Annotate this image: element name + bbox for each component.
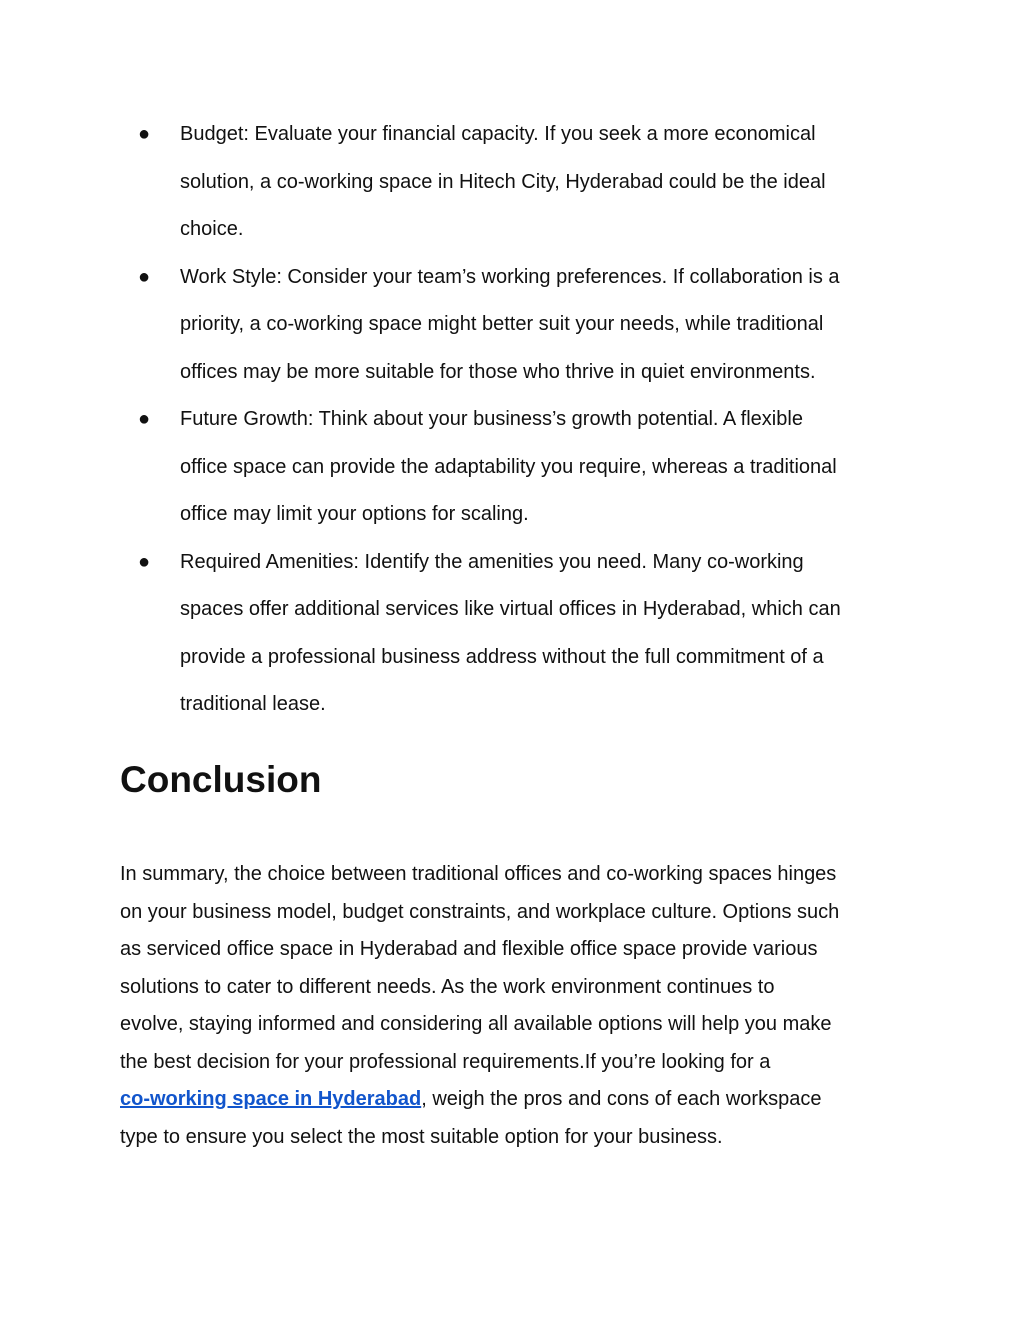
text-line: Required Amenities: Identify the amenities you need. Many co-working (180, 550, 804, 573)
bullet-text (180, 111, 910, 254)
section-heading: Conclusion (120, 759, 322, 800)
list-item (0, 396, 1024, 539)
list-item (0, 254, 1024, 397)
text-line: solution, a co-working space in Hitech City, Hyderabad could be the ideal (180, 170, 826, 193)
bullet-text (180, 254, 910, 397)
coworking-hyderabad-link[interactable]: co-working space in Hyderabad (120, 1088, 422, 1110)
bullet-text (180, 396, 910, 539)
list-item (0, 539, 1024, 729)
text-line: In summary, the choice between traditional offices and co-working spaces hinges (120, 863, 837, 885)
text-line: on your business model, budget constraints, and workplace culture. Options such (120, 900, 840, 923)
text-line: solutions to cater to different needs. As the work environment continues to (120, 975, 775, 998)
text-line: Future Growth: Think about your business’s growth potential. A flexible (180, 408, 803, 430)
conclusion-paragraph (120, 856, 920, 1156)
bullet-list (0, 111, 1024, 729)
text-line: Work Style: Consider your team’s working preferences. If collaboration is a (180, 265, 840, 288)
text-line: evolve, staying informed and considering all available options will help you make (120, 1013, 832, 1035)
text-after-link: , weigh the pros and cons of each workspace (421, 1088, 822, 1110)
text-line: provide a professional business address without the full commitment of a (180, 645, 824, 668)
text-line: choice. (180, 218, 244, 240)
text-line: type to ensure you select the most suitable option for your business. (120, 1125, 723, 1148)
list-item (0, 111, 1024, 254)
text-line-with-link (120, 1081, 920, 1119)
text-line: priority, a co-working space might better suit your needs, while traditional (180, 313, 824, 335)
bullet-text (180, 539, 910, 729)
text-line: traditional lease. (180, 693, 326, 715)
text-line: spaces offer additional services like virtual offices in Hyderabad, which can (180, 598, 841, 620)
text-line: office space can provide the adaptability you require, whereas a traditional (180, 455, 837, 478)
text-line: offices may be more suitable for those who thrive in quiet environments. (180, 360, 816, 383)
text-line: the best decision for your professional requirements.If you’re looking for a (120, 1050, 771, 1073)
bullet-icon: ● (138, 265, 151, 288)
bullet-icon: ● (138, 550, 151, 573)
text-line: office may limit your options for scaling. (180, 503, 529, 525)
bullet-icon: ● (138, 123, 151, 145)
text-line: Budget: Evaluate your financial capacity. If you seek a more economical (180, 123, 816, 145)
bullet-icon: ● (138, 408, 151, 430)
text-line: as serviced office space in Hyderabad and flexible office space provide various (120, 938, 818, 960)
